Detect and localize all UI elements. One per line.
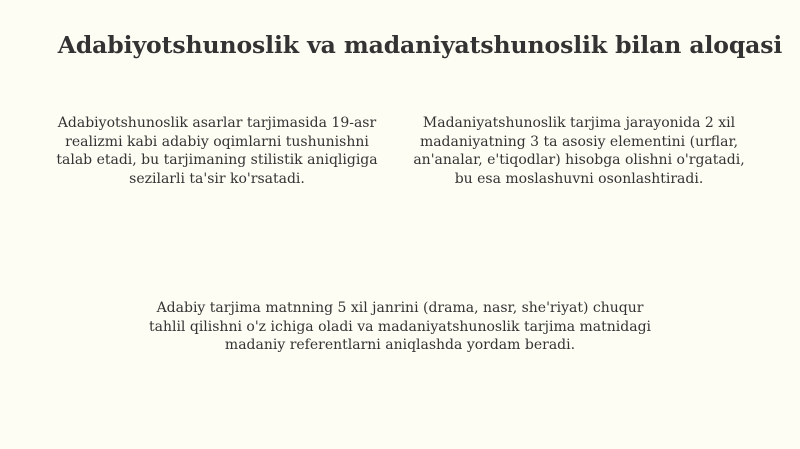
paragraph-literary-translation: Adabiy tarjima matnning 5 xil janrini (drama, nasr, she'riyat) chuqur tahlil qilishni o'z ichiga oladi va madaniyatshunoslik tarjima matnidagi madaniy referentlarni aniqlashda yordam beradi. [148,300,652,354]
paragraph-cultural-studies: Madaniyatshunoslik tarjima jarayonida 2 xil madaniyatning 3 ta asosiy elementini (urflar, an'analar, e'tiqodlar) hisobga olishni o'rgatadi, bu esa moslashuvni osonlashtiradi. [413,115,745,187]
paragraph-literary-studies: Adabiyotshunoslik asarlar tarjimasida 19-asr realizmi kabi adabiy oqimlarni tushunishni talab etadi, bu tarjimaning stilistik aniqligiga sezilarli ta'sir ko'rsatadi. [56,115,378,187]
slide-title: Adabiyotshunoslik va madaniyatshunoslik bilan aloqasi [57,31,783,59]
